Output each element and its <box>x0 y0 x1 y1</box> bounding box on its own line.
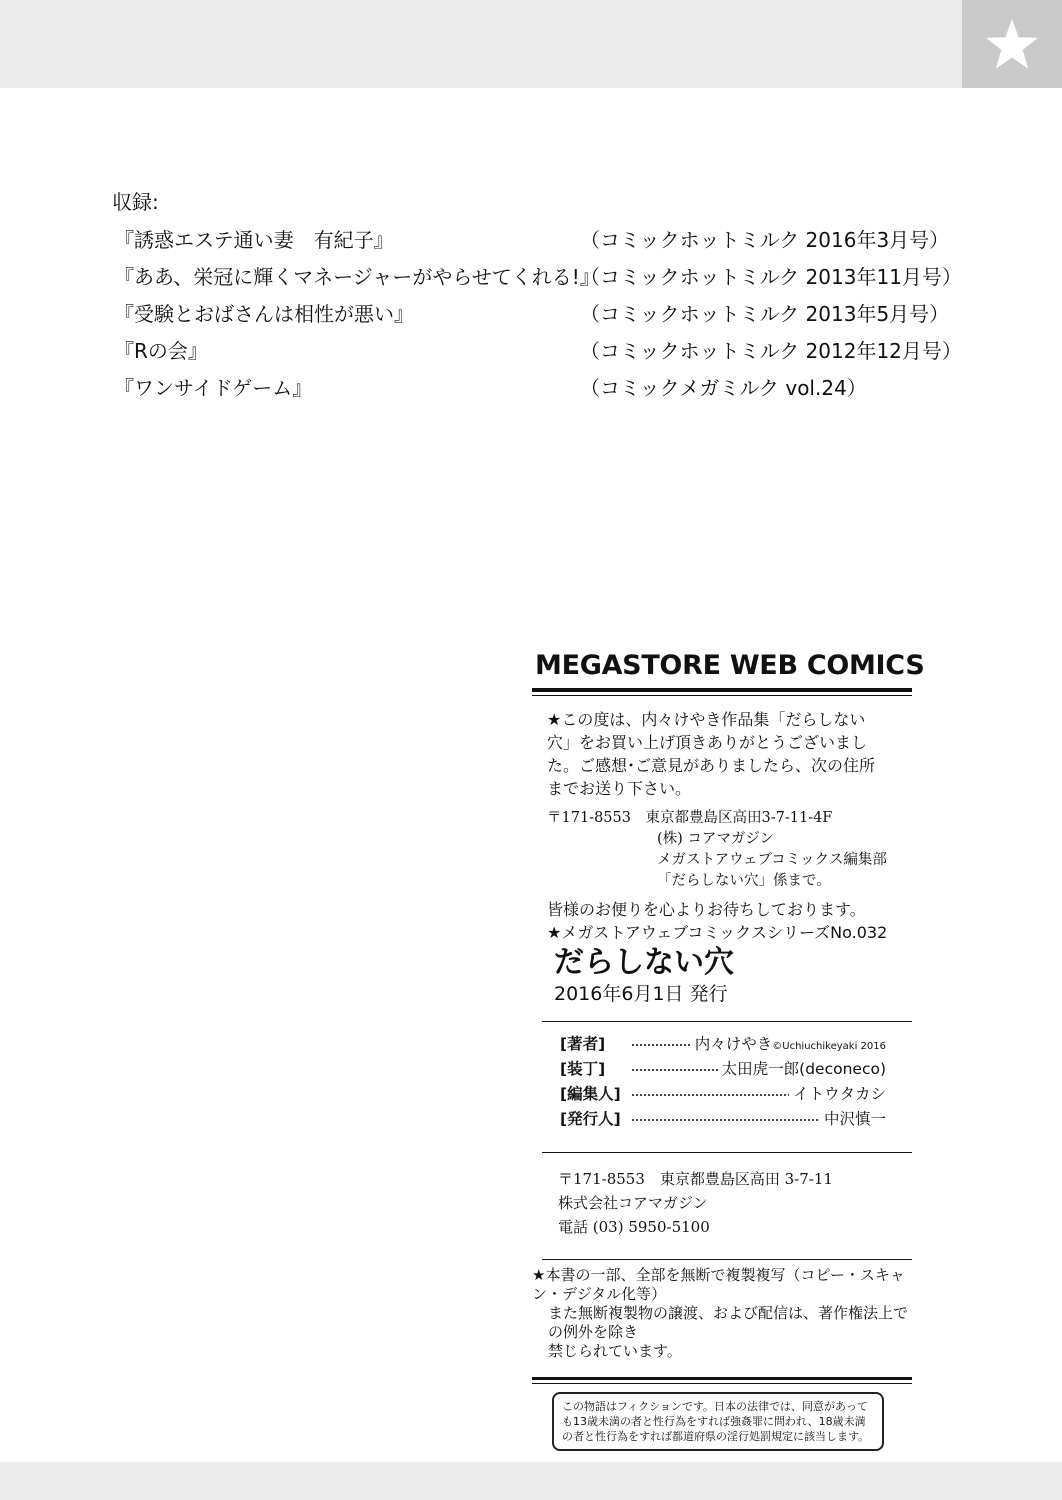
header-band <box>0 0 962 88</box>
text-line: 「だらしない穴」係まで。 <box>657 873 831 889</box>
story-title: 『誘惑エステ通い妻 有紀子』 <box>114 228 394 252</box>
story-source: （コミックホットミルク 2013年11月号） <box>580 265 962 289</box>
credit-role: [装丁] <box>560 1060 606 1078</box>
series-number: ★メガストアウェブコミックスシリーズNo.032 <box>547 923 888 942</box>
contents-list <box>112 186 992 407</box>
publisher-info <box>558 1167 912 1239</box>
star-icon <box>984 17 1040 71</box>
list-item <box>112 296 992 333</box>
credit-role: [著者] <box>560 1035 606 1053</box>
list-item <box>112 259 992 296</box>
story-title: 『ああ、栄冠に輝くマネージャーがやらせてくれる!』 <box>114 265 600 289</box>
text-line: た。ご感想･ご意見がありましたら、次の住所 <box>547 756 876 775</box>
mail-address <box>547 808 912 892</box>
divider <box>542 1021 912 1022</box>
text-line: ★この度は、内々けやき作品集「だらしない <box>547 710 866 729</box>
corner-tab <box>962 0 1062 88</box>
credit-name: イトウタカシ <box>789 1082 886 1107</box>
story-source: （コミックメガミルク vol.24） <box>580 376 867 400</box>
story-source: （コミックホットミルク 2016年3月号） <box>580 228 950 252</box>
contents-heading: 収録: <box>112 190 159 214</box>
story-source: （コミックホットミルク 2012年12月号） <box>580 339 962 363</box>
credit-row <box>560 1082 912 1107</box>
divider <box>532 688 912 692</box>
text-line: また無断複製物の譲渡、および配信は、著作権法上での例外を除き <box>548 1304 909 1341</box>
divider <box>542 1152 912 1153</box>
copyright-mark: ©Uchiuchikeyaki 2016 <box>772 1041 886 1052</box>
credit-name: 中沢慎一 <box>820 1107 886 1132</box>
publisher-address: 〒171-8553 東京都豊島区高田 3-7-11 <box>558 1170 833 1188</box>
credit-name: 太田虎一郎(deconeco) <box>718 1057 886 1082</box>
credit-role: [発行人] <box>560 1110 621 1128</box>
text-line: までお送り下さい。 <box>547 779 692 798</box>
divider <box>542 1259 912 1260</box>
story-source: （コミックホットミルク 2013年5月号） <box>580 302 950 326</box>
text-line: 穴」をお買い上げ頂きありがとうございまし <box>547 733 868 752</box>
publisher-phone: 電話 (03) 5950-5100 <box>558 1218 710 1236</box>
author-name: 内々けやき <box>694 1035 773 1053</box>
text-line: メガストアウェブコミックス編集部 <box>657 852 887 868</box>
book-title: だらしない穴 <box>554 945 734 980</box>
colophon <box>532 648 925 1451</box>
credits <box>560 1032 912 1132</box>
credit-row <box>560 1032 912 1057</box>
list-item <box>112 370 992 407</box>
wait-message: 皆様のお便りを心よりお待ちしております。 <box>547 900 866 919</box>
text-line: 禁じられています。 <box>548 1342 682 1360</box>
thanks-message <box>547 708 912 800</box>
credit-row <box>560 1057 912 1082</box>
credit-name <box>691 1032 886 1059</box>
story-title: 『Rの会』 <box>114 339 208 363</box>
text-line: 〒171-8553 東京都豊島区高田3-7-11-4F <box>547 810 833 826</box>
fiction-disclaimer: この物語はフィクションです。日本の法律では、同意があっても13歳未満の者と性行為をすれば強姦罪に問われ、18歳未満の者と性行為をすれば都道府県の淫行処罰規定に該当します。 <box>552 1392 884 1451</box>
text-line: ★本書の一部、全部を無断で複製複写（コピー・スキャン・デジタル化等） <box>532 1266 905 1303</box>
credit-role: [編集人] <box>560 1085 621 1103</box>
footer-band <box>0 1462 1062 1500</box>
divider <box>532 1377 912 1380</box>
list-item <box>112 222 992 259</box>
credit-row <box>560 1107 912 1132</box>
publish-date: 2016年6月1日 発行 <box>554 983 728 1005</box>
copyright-notice <box>532 1266 912 1361</box>
divider <box>532 1383 912 1384</box>
story-title: 『ワンサイドゲーム』 <box>114 376 313 400</box>
divider <box>532 695 912 696</box>
text-line: (株) コアマガジン <box>657 831 775 847</box>
brand-title: MEGASTORE WEB COMICS <box>535 650 925 681</box>
list-item <box>112 333 992 370</box>
publisher-name: 株式会社コアマガジン <box>558 1194 708 1212</box>
story-title: 『受験とおばさんは相性が悪い』 <box>114 302 414 326</box>
